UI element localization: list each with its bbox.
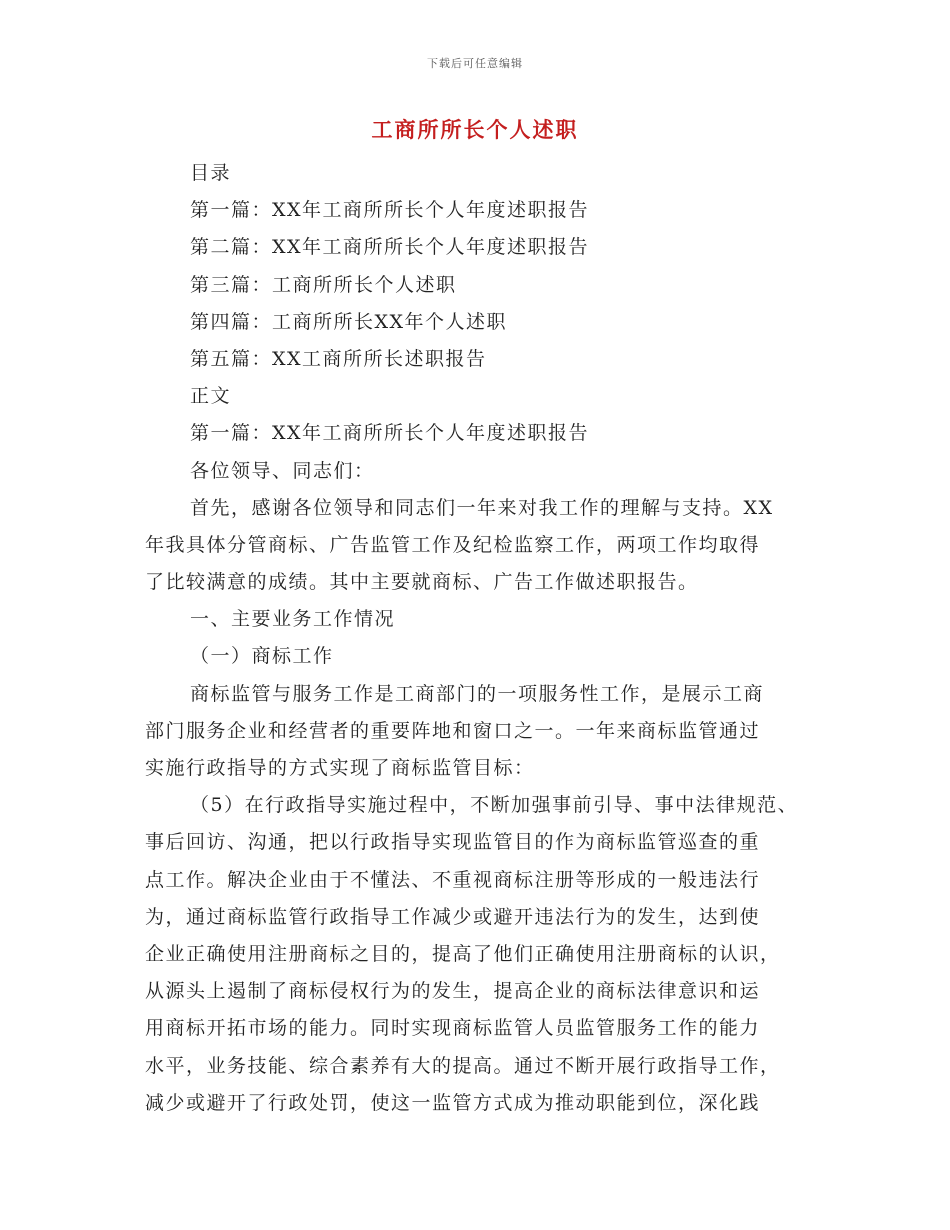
toc-item-3: 第三篇：工商所所长个人述职 (190, 273, 457, 296)
paragraph-line: 从源头上遏制了商标侵权行为的发生，提高企业的商标法律意识和运 (145, 980, 761, 1003)
paragraph-line: 实施行政指导的方式实现了商标监管目标： (145, 757, 535, 779)
paragraph-line: 了比较满意的成绩。其中主要就商标、广告工作做述职报告。 (145, 571, 699, 594)
paragraph-line: 水平，业务技能、综合素养有大的提高。通过不断开展行政指导工作， (145, 1054, 781, 1077)
toc-item-5: 第五篇：XX工商所所长述职报告 (190, 347, 487, 370)
toc-item-4: 第四篇：工商所所长XX年个人述职 (190, 310, 508, 333)
paragraph-line: 减少或避开了行政处罚，使这一监管方式成为推动职能到位，深化践 (145, 1091, 761, 1114)
section-heading: 一、主要业务工作情况 (190, 608, 396, 631)
paragraph-2 (145, 676, 805, 788)
toc-heading: 目录 (190, 162, 232, 184)
paragraph-3 (145, 787, 805, 1122)
toc-item-1: 第一篇：XX年工商所所长个人年度述职报告 (190, 199, 590, 222)
paragraph-line: 商标监管与服务工作是工商部门的一项服务性工作，是展示工商 (190, 682, 765, 705)
header-note: 下载后可任意编辑 (427, 57, 523, 70)
paragraph-1 (145, 490, 805, 602)
chapter-title: 第一篇：XX年工商所所长个人年度述职报告 (190, 422, 590, 445)
paragraph-line: 部门服务企业和经营者的重要阵地和窗口之一。一年来商标监管通过 (145, 719, 761, 742)
paragraph-line: 企业正确使用注册商标之目的，提高了他们正确使用注册商标的认识， (145, 942, 781, 965)
body-heading: 正文 (190, 385, 232, 408)
paragraph-line: 点工作。解决企业由于不懂法、不重视商标注册等形成的一般违法行 (145, 868, 761, 891)
subsection-heading: （一）商标工作 (190, 645, 334, 668)
document-body (145, 155, 805, 1122)
paragraph-line: 年我具体分管商标、广告监管工作及纪检监察工作，两项工作均取得 (145, 533, 761, 556)
document-title: 工商所所长个人述职 (371, 117, 579, 142)
greeting: 各位领导、同志们： (190, 459, 375, 482)
paragraph-line: 首先，感谢各位领导和同志们一年来对我工作的理解与支持。XX (190, 496, 774, 519)
toc-item-2: 第二篇：XX年工商所所长个人年度述职报告 (190, 236, 590, 259)
paragraph-line: 用商标开拓市场的能力。同时实现商标监管人员监管服务工作的能力 (145, 1017, 761, 1040)
paragraph-line: （5）在行政指导实施过程中，不断加强事前引导、事中法律规范、 (190, 794, 799, 817)
paragraph-line: 为，通过商标监管行政指导工作减少或避开违法行为的发生，达到使 (145, 905, 761, 928)
paragraph-line: 事后回访、沟通，把以行政指导实现监管目的作为商标监管巡查的重 (145, 831, 761, 854)
